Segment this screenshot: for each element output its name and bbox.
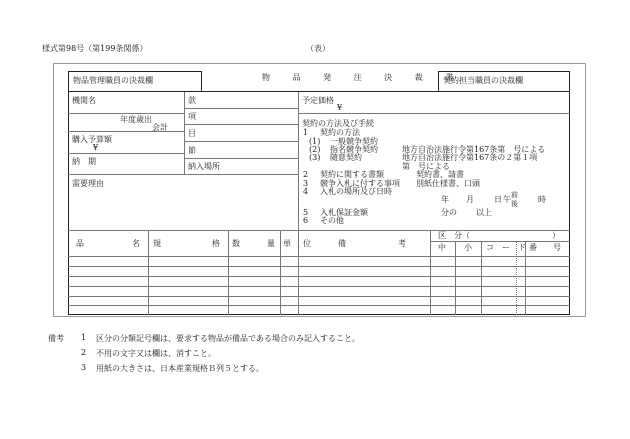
kan-label: 款 — [188, 96, 196, 105]
divider — [481, 241, 482, 315]
col-unit-a: 単 — [283, 239, 291, 248]
item-label: 契約に関する書類 — [320, 170, 384, 179]
col-item-name-b: 名 — [132, 239, 140, 248]
contract-method-title: 契約の方法及び手続 — [302, 119, 374, 128]
pm-label: 後 — [511, 200, 518, 208]
item-label: 競争入札に付する事項 — [320, 179, 400, 188]
item-label: 入札の場所及び日時 — [320, 187, 392, 196]
day-label: 日 — [494, 195, 502, 204]
reason-label: 需要理由 — [72, 179, 104, 188]
table-row[interactable] — [68, 266, 570, 267]
divider — [68, 174, 298, 175]
divider — [430, 230, 431, 315]
item-number: 3 — [303, 179, 309, 188]
goods-manager-approval-box[interactable] — [68, 71, 202, 92]
item-label: その他 — [320, 216, 344, 225]
classification-label: 区 分（ — [438, 231, 470, 240]
item-value: 別紙仕様書、口頭 — [416, 179, 480, 188]
note-text: 用紙の大きさは、日本産業規格Ｂ列５とする。 — [96, 364, 264, 373]
col-quantity-b: 量 — [267, 239, 275, 248]
notes-label: 備考 — [48, 334, 64, 343]
deposit-fraction-label: 分の — [441, 208, 457, 217]
divider — [184, 108, 298, 109]
divider — [280, 230, 281, 315]
moku-label: 目 — [188, 129, 196, 138]
col-remarks-b: 考 — [398, 239, 406, 248]
item-label: 入札保証金額 — [320, 208, 368, 217]
col-class-middle: 中 — [438, 243, 446, 252]
table-row[interactable] — [68, 305, 570, 306]
item-value: 地方自治法施行令第167条の２第１項 — [402, 153, 538, 162]
item-label: 一般競争契約 — [330, 137, 378, 146]
planned-price-yen-sign: ¥ — [337, 103, 343, 112]
classification-close: ） — [552, 231, 560, 240]
divider — [148, 230, 149, 315]
budget-label: 購入予算額 — [72, 135, 112, 144]
delivery-place-label: 納入場所 — [188, 162, 220, 171]
gozen-prefix: 午 — [503, 195, 511, 204]
divider — [298, 113, 570, 114]
note-text: 区分の分類記号欄は、要求する物品が備品である場合のみ記入すること。 — [96, 334, 360, 343]
divider — [68, 230, 570, 231]
goods-manager-approval-label: 物品管理職員の決裁欄 — [73, 76, 153, 85]
item-number: 2 — [303, 170, 309, 179]
divider — [184, 124, 298, 125]
item-number: (1) — [309, 137, 321, 146]
col-spec-a: 規 — [153, 239, 161, 248]
col-item-name-a: 品 — [76, 239, 84, 248]
divider — [184, 92, 185, 174]
divider — [228, 230, 229, 315]
col-remarks-a: 備 — [338, 239, 346, 248]
divider — [184, 141, 298, 142]
note-text: 不用の文字又は欄は、消すこと。 — [96, 349, 216, 358]
item-number: 6 — [303, 216, 309, 225]
hour-label: 時 — [538, 195, 546, 204]
item-label: 随意契約 — [330, 153, 362, 162]
divider — [298, 230, 299, 315]
kou-label: 項 — [188, 112, 196, 121]
divider — [430, 241, 570, 242]
col-spec-b: 格 — [212, 239, 220, 248]
col-unit-b: 位 — [303, 239, 311, 248]
note-number: 1 — [81, 333, 87, 342]
contract-officer-approval-box[interactable] — [438, 71, 570, 92]
deposit-above-label: 以上 — [476, 208, 492, 217]
item-label: 指名競争契約 — [330, 145, 378, 154]
table-row[interactable] — [68, 296, 570, 297]
divider — [68, 91, 570, 92]
col-class-code: コ ー ド — [486, 243, 526, 252]
col-quantity-a: 数 — [232, 239, 240, 248]
item-number: 4 — [303, 187, 309, 196]
table-row[interactable] — [68, 256, 570, 257]
agency-name-label: 機関名 — [72, 96, 96, 105]
divider — [68, 113, 184, 114]
note-number: 3 — [81, 363, 87, 372]
table-row[interactable] — [68, 286, 570, 287]
item-value: 地方自治法施行令第167条第 号による — [402, 145, 546, 154]
am-label: 前 — [511, 191, 518, 199]
month-label: 月 — [466, 195, 474, 204]
form-number-label: 様式第98号（第199条関係） — [42, 44, 148, 53]
item-number: (3) — [309, 153, 321, 162]
main-table — [68, 71, 570, 315]
budget-yen-sign: ¥ — [93, 143, 99, 152]
delivery-date-label: 納 期 — [72, 157, 96, 166]
item-number: 5 — [303, 208, 309, 217]
item-number: (2) — [309, 145, 321, 154]
fiscal-year-label: 年度歳出 — [120, 115, 152, 124]
account-label: 会計 — [152, 123, 168, 132]
side-indicator: （表） — [306, 44, 330, 53]
setsu-label: 節 — [188, 146, 196, 155]
divider — [68, 153, 184, 154]
year-label: 年 — [441, 195, 449, 204]
item-number: 1 — [303, 128, 309, 137]
planned-price-label: 予定価格 — [302, 96, 334, 105]
col-class-number: 番 号 — [529, 243, 561, 252]
note-number: 2 — [81, 348, 87, 357]
document-title: 物 品 発 注 決 裁 書 — [262, 73, 464, 82]
contract-officer-approval-label: 契約担当職員の決裁欄 — [443, 76, 523, 85]
item-value: 契約書、請書 — [416, 170, 464, 179]
divider — [455, 241, 456, 315]
table-row[interactable] — [68, 276, 570, 277]
item-value: 第 号による — [402, 162, 450, 171]
item-label: 契約の方法 — [320, 128, 360, 137]
divider — [184, 158, 298, 159]
col-class-small: 小 — [464, 243, 472, 252]
